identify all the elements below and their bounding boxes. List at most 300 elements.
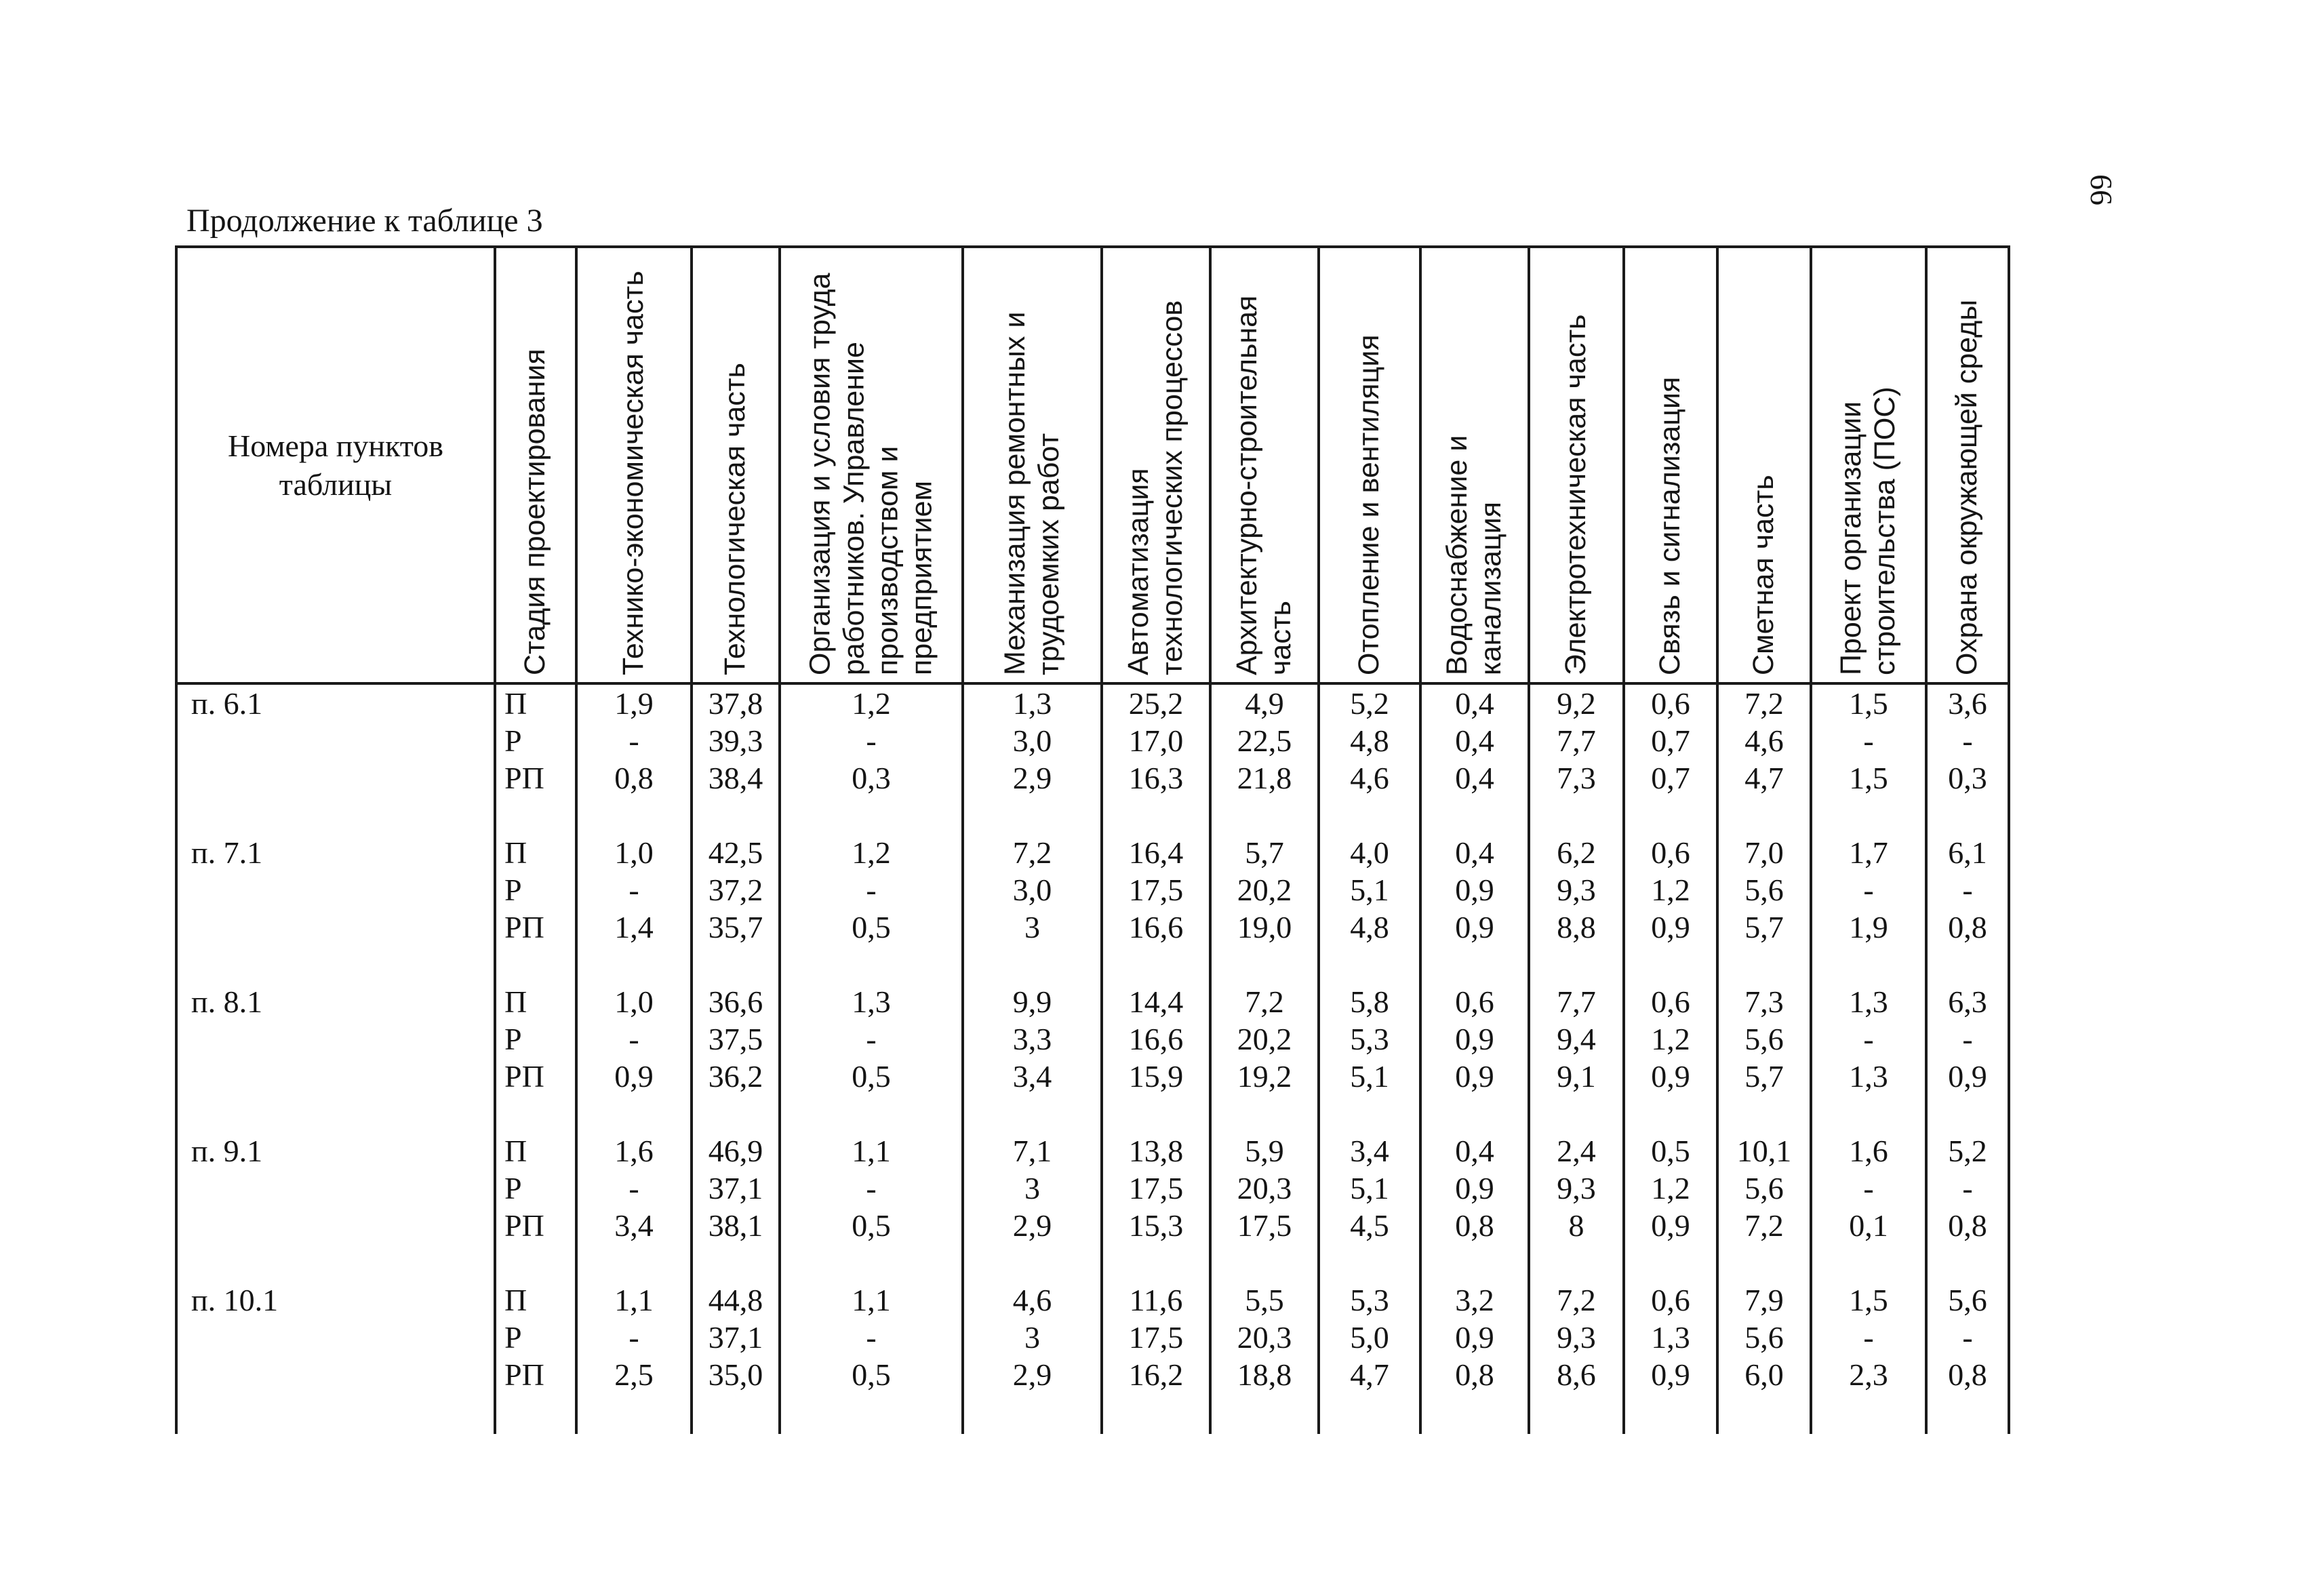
cell-value: 0,4 (1455, 723, 1494, 758)
cell-value: 6,1 (1948, 835, 1987, 870)
header-comm (1624, 247, 1717, 683)
value-cell (692, 983, 780, 1132)
value-cell (1319, 683, 1420, 834)
value-cell (1624, 834, 1717, 983)
cell-value: 5,3 (1350, 1283, 1389, 1317)
cell-value: - (866, 873, 877, 907)
value-cell (1420, 983, 1529, 1132)
cell-value: 6,0 (1744, 1357, 1784, 1392)
value-cell (1717, 834, 1811, 983)
value-cell (1529, 683, 1624, 834)
value-cell (963, 1281, 1102, 1434)
point-cell (176, 834, 495, 983)
cell-value: 9,3 (1557, 1320, 1596, 1355)
cell-value: 1,6 (614, 1134, 654, 1168)
stage-label: Р (504, 723, 522, 758)
value-cell (1624, 1281, 1717, 1434)
cell-value: 5,6 (1948, 1283, 1987, 1317)
cell-value: 1,2 (1651, 1171, 1690, 1205)
cell-value: 36,6 (708, 984, 763, 1019)
header-econ (576, 247, 692, 683)
cell-value: 9,3 (1557, 873, 1596, 907)
cell-value: 7,2 (1012, 835, 1052, 870)
header-label: Технологическая часть (719, 363, 752, 675)
cell-value: 37,1 (708, 1171, 763, 1205)
cell-value: 0,9 (614, 1059, 654, 1094)
cell-value: 0,9 (1455, 1320, 1494, 1355)
cell-value: 17,5 (1128, 1171, 1184, 1205)
cell-value: 5,6 (1744, 1171, 1784, 1205)
cell-value: 7,3 (1557, 761, 1596, 795)
value-cell (1420, 834, 1529, 983)
cell-value: 5,2 (1350, 686, 1389, 721)
stage-cell (495, 834, 576, 983)
cell-value: 0,9 (1455, 1059, 1494, 1094)
cell-value: 1,3 (1012, 686, 1052, 721)
header-label: Проект организации строительства (ПОС) (1835, 386, 1901, 675)
cell-value: 38,1 (708, 1208, 763, 1243)
value-cell (1210, 1132, 1319, 1281)
cell-value: 0,7 (1651, 761, 1690, 795)
stage-label: Р (504, 1022, 522, 1056)
cell-value: 8,8 (1557, 910, 1596, 944)
stage-cell (495, 983, 576, 1132)
cell-value: 16,6 (1128, 910, 1184, 944)
header-org (780, 247, 963, 683)
header-points: Номера пунктов таблицы (176, 247, 495, 683)
cell-value: 37,1 (708, 1320, 763, 1355)
cell-value: 9,3 (1557, 1171, 1596, 1205)
cell-value: 44,8 (708, 1283, 763, 1317)
value-cell (1624, 1132, 1717, 1281)
cell-value: 37,2 (708, 873, 763, 907)
header-label: Технико-экономическая часть (617, 271, 650, 675)
cell-value: 0,8 (1455, 1357, 1494, 1392)
cell-value: 0,8 (1455, 1208, 1494, 1243)
cell-value: 18,8 (1237, 1357, 1292, 1392)
value-cell (1210, 683, 1319, 834)
cell-value: 3,4 (614, 1208, 654, 1243)
point-cell (176, 983, 495, 1132)
cell-value: 4,9 (1245, 686, 1284, 721)
stage-label: Р (504, 873, 522, 907)
stage-label: П (504, 984, 527, 1019)
cell-value: 1,9 (614, 686, 654, 721)
table-row (176, 683, 2009, 834)
stage-label: П (504, 1134, 527, 1168)
table-row (176, 1132, 2009, 1281)
header-label: Организация и условия труда работников. Управление производством и предприятием (803, 273, 938, 675)
table-row (176, 983, 2009, 1132)
cell-value: 7,3 (1744, 984, 1784, 1019)
value-cell (1319, 1281, 1420, 1434)
cell-value: 3,3 (1012, 1022, 1052, 1056)
cell-value: 5,9 (1245, 1134, 1284, 1168)
value-cell (1926, 1132, 2009, 1281)
cell-value: 35,0 (708, 1357, 763, 1392)
table-caption: Продолжение к таблице 3 (186, 203, 543, 239)
value-cell (1624, 683, 1717, 834)
header-env (1926, 247, 2009, 683)
cell-value: 4,7 (1350, 1357, 1389, 1392)
cell-value: 5,5 (1245, 1283, 1284, 1317)
cell-value: 0,9 (1948, 1059, 1987, 1094)
value-cell (1210, 1281, 1319, 1434)
cell-value: 5,1 (1350, 1171, 1389, 1205)
header-pos (1811, 247, 1926, 683)
stage-label: Р (504, 1171, 522, 1205)
cell-value: 1,3 (852, 984, 891, 1019)
stage-label: П (504, 1283, 527, 1317)
cell-value: 7,1 (1012, 1134, 1052, 1168)
cell-value: - (866, 1320, 877, 1355)
cell-value: 20,3 (1237, 1320, 1292, 1355)
cell-value: 1,9 (1849, 910, 1888, 944)
cell-value: 5,8 (1350, 984, 1389, 1019)
stage-label: П (504, 686, 527, 721)
cell-value: 0,6 (1455, 984, 1494, 1019)
cell-value: 5,7 (1744, 1059, 1784, 1094)
cell-value: 16,4 (1128, 835, 1184, 870)
header-stage (495, 247, 576, 683)
cell-value: 16,2 (1128, 1357, 1184, 1392)
cell-value: 3,6 (1948, 686, 1987, 721)
header-heat (1319, 247, 1420, 683)
cell-value: 25,2 (1128, 686, 1184, 721)
cell-value: 7,2 (1744, 686, 1784, 721)
cell-value: 17,5 (1128, 873, 1184, 907)
value-cell (780, 834, 963, 983)
header-label: Водоснабжение и канализация (1441, 435, 1507, 675)
cell-value: 1,1 (852, 1134, 891, 1168)
cell-value: 1,0 (614, 984, 654, 1019)
cell-value: 4,8 (1350, 723, 1389, 758)
value-cell (963, 1132, 1102, 1281)
cell-value: 0,8 (1948, 1208, 1987, 1243)
cell-value: 3,0 (1012, 873, 1052, 907)
cell-value: 1,5 (1849, 761, 1888, 795)
header-label: Механизация ремонтных и трудоемких работ (998, 311, 1065, 675)
cell-value: 1,3 (1849, 984, 1888, 1019)
cell-value: 0,9 (1651, 1059, 1690, 1094)
cell-value: 9,1 (1557, 1059, 1596, 1094)
cell-value: 4,6 (1744, 723, 1784, 758)
cell-value: 38,4 (708, 761, 763, 795)
header-mech (963, 247, 1102, 683)
cell-value: 0,6 (1651, 835, 1690, 870)
cell-value: 0,9 (1455, 910, 1494, 944)
value-cell (1102, 834, 1210, 983)
cell-value: 0,5 (852, 1059, 891, 1094)
point-label: п. 6.1 (191, 686, 263, 721)
cell-value: 0,3 (1948, 761, 1987, 795)
cell-value: 0,6 (1651, 686, 1690, 721)
cell-value: - (1962, 1022, 1973, 1056)
value-cell (1210, 983, 1319, 1132)
cell-value: 2,3 (1849, 1357, 1888, 1392)
value-cell (1319, 834, 1420, 983)
cell-value: 9,9 (1012, 984, 1052, 1019)
cell-value: 22,5 (1237, 723, 1292, 758)
header-label: Отопление и вентиляция (1353, 334, 1386, 675)
cell-value: 19,0 (1237, 910, 1292, 944)
cell-value: 7,9 (1744, 1283, 1784, 1317)
cell-value: 46,9 (708, 1134, 763, 1168)
value-cell (1319, 1132, 1420, 1281)
cell-value: 0,4 (1455, 1134, 1494, 1168)
cell-value: - (1962, 1171, 1973, 1205)
value-cell (576, 983, 692, 1132)
cell-value: 0,1 (1849, 1208, 1888, 1243)
header-label: Автоматизация технологических процессов (1122, 300, 1189, 675)
value-cell (1811, 1281, 1926, 1434)
cell-value: - (629, 1320, 639, 1355)
value-cell (1529, 1281, 1624, 1434)
value-cell (1811, 1132, 1926, 1281)
value-cell (692, 683, 780, 834)
value-cell (692, 834, 780, 983)
cell-value: 21,8 (1237, 761, 1292, 795)
cell-value: 4,0 (1350, 835, 1389, 870)
cell-value: 3,0 (1012, 723, 1052, 758)
cell-value: 1,6 (1849, 1134, 1888, 1168)
point-label: п. 9.1 (191, 1134, 263, 1168)
value-cell (1717, 1132, 1811, 1281)
cell-value: 7,0 (1744, 835, 1784, 870)
value-cell (1529, 1132, 1624, 1281)
cell-value: 0,4 (1455, 686, 1494, 721)
cell-value: 37,8 (708, 686, 763, 721)
cell-value: 2,9 (1012, 1357, 1052, 1392)
value-cell (963, 683, 1102, 834)
cell-value: 4,8 (1350, 910, 1389, 944)
cell-value: 0,7 (1651, 723, 1690, 758)
cell-value: 4,7 (1744, 761, 1784, 795)
cell-value: 1,2 (1651, 1022, 1690, 1056)
value-cell (1420, 683, 1529, 834)
cell-value: 5,6 (1744, 1320, 1784, 1355)
header-arch (1210, 247, 1319, 683)
cell-value: 36,2 (708, 1059, 763, 1094)
header-auto (1102, 247, 1210, 683)
header-label: Стадия проектирования (519, 348, 552, 675)
cell-value: - (629, 1171, 639, 1205)
cell-value: 4,6 (1350, 761, 1389, 795)
cell-value: 5,3 (1350, 1022, 1389, 1056)
cell-value: 37,5 (708, 1022, 763, 1056)
cell-value: 42,5 (708, 835, 763, 870)
value-cell (1811, 683, 1926, 834)
value-cell (576, 683, 692, 834)
header-tech (692, 247, 780, 683)
cell-value: - (1863, 873, 1874, 907)
cell-value: 3 (1024, 910, 1040, 944)
point-cell (176, 1281, 495, 1434)
stage-cell (495, 683, 576, 834)
value-cell (780, 1132, 963, 1281)
point-label: п. 10.1 (191, 1283, 279, 1317)
value-cell (1102, 1281, 1210, 1434)
value-cell (1926, 683, 2009, 834)
value-cell (1717, 1281, 1811, 1434)
cell-value: 1,3 (1849, 1059, 1888, 1094)
cell-value: 7,2 (1245, 984, 1284, 1019)
value-cell (780, 983, 963, 1132)
cell-value: 5,2 (1948, 1134, 1987, 1168)
cell-value: 11,6 (1129, 1283, 1183, 1317)
table-row (176, 1281, 2009, 1434)
value-cell (576, 834, 692, 983)
cell-value: - (866, 723, 877, 758)
value-cell (1102, 1132, 1210, 1281)
value-cell (1529, 834, 1624, 983)
cell-value: 3,2 (1455, 1283, 1494, 1317)
cell-value: 17,5 (1128, 1320, 1184, 1355)
cell-value: 5,1 (1350, 873, 1389, 907)
header-label: Архитектурно-строительная часть (1231, 295, 1297, 675)
cell-value: 0,6 (1651, 984, 1690, 1019)
value-cell (1319, 983, 1420, 1132)
cell-value: 0,9 (1651, 1208, 1690, 1243)
cell-value: - (1962, 723, 1973, 758)
cell-value: 4,5 (1350, 1208, 1389, 1243)
cell-value: 20,2 (1237, 873, 1292, 907)
cell-value: 1,5 (1849, 686, 1888, 721)
cell-value: 2,9 (1012, 1208, 1052, 1243)
cell-value: - (1962, 873, 1973, 907)
stage-label: РП (504, 1059, 544, 1094)
cell-value: 1,1 (852, 1283, 891, 1317)
cell-value: 5,7 (1744, 910, 1784, 944)
cell-value: 3,4 (1350, 1134, 1389, 1168)
cell-value: 0,8 (1948, 910, 1987, 944)
cell-value: 3 (1024, 1171, 1040, 1205)
cell-value: 1,1 (614, 1283, 654, 1317)
cell-value: 2,5 (614, 1357, 654, 1392)
cell-value: 7,2 (1557, 1283, 1596, 1317)
cell-value: 1,5 (1849, 1283, 1888, 1317)
cell-value: - (1863, 723, 1874, 758)
cell-value: 0,4 (1455, 761, 1494, 795)
cell-value: 0,9 (1455, 1171, 1494, 1205)
cell-value: 14,4 (1128, 984, 1184, 1019)
cell-value: 1,2 (1651, 873, 1690, 907)
cell-value: 8,6 (1557, 1357, 1596, 1392)
cell-value: 7,7 (1557, 984, 1596, 1019)
cell-value: - (1962, 1320, 1973, 1355)
header-water (1420, 247, 1529, 683)
cell-value: 35,7 (708, 910, 763, 944)
value-cell (1717, 983, 1811, 1132)
cell-value: 15,3 (1128, 1208, 1184, 1243)
cell-value: 0,9 (1651, 1357, 1690, 1392)
value-cell (1420, 1132, 1529, 1281)
cell-value: 0,5 (852, 1208, 891, 1243)
header-label: Электротехническая часть (1559, 314, 1593, 675)
cell-value: 5,7 (1245, 835, 1284, 870)
cell-value: 0,9 (1455, 1022, 1494, 1056)
cell-value: 6,2 (1557, 835, 1596, 870)
cell-value: 17,5 (1237, 1208, 1292, 1243)
cell-value: 9,2 (1557, 686, 1596, 721)
header-label: Связь и сигнализация (1654, 376, 1687, 675)
table-body (176, 683, 2009, 1434)
point-cell (176, 683, 495, 834)
cell-value: 0,5 (852, 910, 891, 944)
cell-value: - (629, 1022, 639, 1056)
stage-label: П (504, 835, 527, 870)
value-cell (1811, 834, 1926, 983)
cell-value: 0,9 (1651, 910, 1690, 944)
value-cell (576, 1132, 692, 1281)
cell-value: 9,4 (1557, 1022, 1596, 1056)
cell-value: 20,2 (1237, 1022, 1292, 1056)
cell-value: 1,3 (1651, 1320, 1690, 1355)
cell-value: 2,4 (1557, 1134, 1596, 1168)
value-cell (963, 983, 1102, 1132)
header-label: Охрана окружающей среды (1951, 299, 1984, 675)
cell-value: - (629, 723, 639, 758)
cell-value: 1,7 (1849, 835, 1888, 870)
stage-label: РП (504, 910, 544, 944)
value-cell (692, 1281, 780, 1434)
value-cell (1102, 683, 1210, 834)
cell-value: 0,6 (1651, 1283, 1690, 1317)
cell-value: 5,0 (1350, 1320, 1389, 1355)
cell-value: 0,8 (1948, 1357, 1987, 1392)
cell-value: 13,8 (1128, 1134, 1184, 1168)
cell-value: - (866, 1022, 877, 1056)
cell-value: 0,5 (1651, 1134, 1690, 1168)
stage-cell (495, 1132, 576, 1281)
value-cell (1102, 983, 1210, 1132)
value-cell (1926, 834, 2009, 983)
cell-value: 5,6 (1744, 1022, 1784, 1056)
cell-value: 0,8 (614, 761, 654, 795)
value-cell (1717, 683, 1811, 834)
point-label: п. 7.1 (191, 835, 263, 870)
cell-value: 7,2 (1744, 1208, 1784, 1243)
cell-value: 5,1 (1350, 1059, 1389, 1094)
cell-value: 3,4 (1012, 1059, 1052, 1094)
cell-value: 1,0 (614, 835, 654, 870)
header-elec (1529, 247, 1624, 683)
cell-value: 1,2 (852, 686, 891, 721)
cell-value: 7,7 (1557, 723, 1596, 758)
stage-label: РП (504, 761, 544, 795)
cell-value: 16,6 (1128, 1022, 1184, 1056)
value-cell (780, 1281, 963, 1434)
cell-value: 0,4 (1455, 835, 1494, 870)
cell-value: 39,3 (708, 723, 763, 758)
point-cell (176, 1132, 495, 1281)
point-label: п. 8.1 (191, 984, 263, 1019)
cell-value: - (629, 873, 639, 907)
header-cost (1717, 247, 1811, 683)
cell-value: 3 (1024, 1320, 1040, 1355)
header-row (176, 247, 2009, 683)
value-cell (692, 1132, 780, 1281)
cell-value: 16,3 (1128, 761, 1184, 795)
value-cell (1210, 834, 1319, 983)
cell-value: 5,6 (1744, 873, 1784, 907)
value-cell (576, 1281, 692, 1434)
value-cell (780, 683, 963, 834)
stage-label: РП (504, 1208, 544, 1243)
cell-value: 1,4 (614, 910, 654, 944)
cell-value: 0,5 (852, 1357, 891, 1392)
cell-value: 10,1 (1736, 1134, 1792, 1168)
